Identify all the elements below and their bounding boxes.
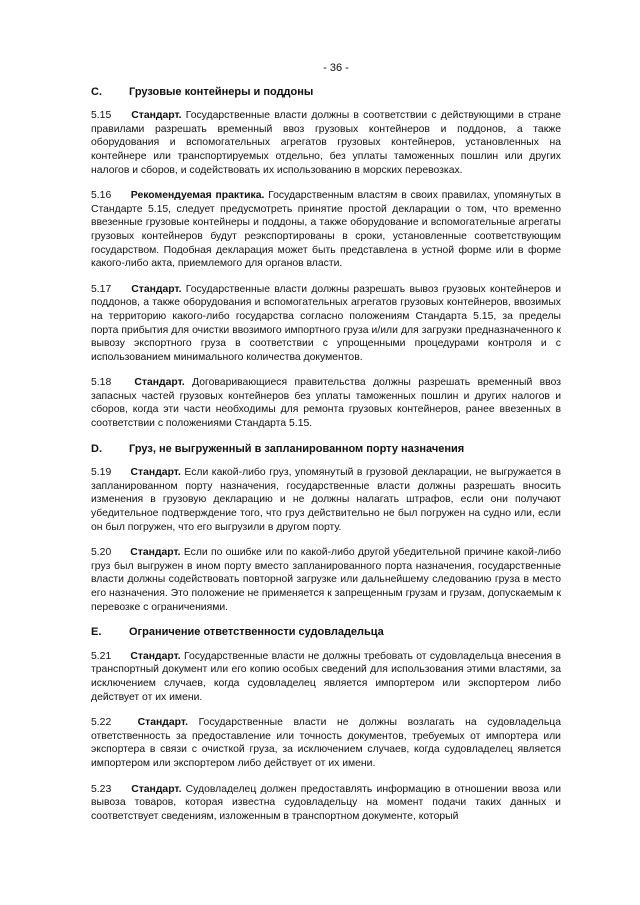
paragraph-5-18 <box>91 376 561 430</box>
paragraph-kind: Стандарт. <box>130 547 181 559</box>
paragraph-number: 5.15 <box>91 110 112 122</box>
paragraph-5-21 <box>91 650 561 704</box>
paragraph-5-19 <box>91 466 561 534</box>
paragraph-number: 5.16 <box>91 190 112 202</box>
document-page <box>91 62 561 835</box>
section-heading-d <box>91 443 561 457</box>
paragraph-text: Государственные власти не должны возлагать на судовладельца ответственность за предоставление или точность документов, требуемых от импортера или экспортера в связи с очисткой груза, за исключением случаев, когда судовладелец является импортером или экспортером либо действует от их имени. <box>91 717 562 769</box>
section-heading-e <box>91 626 561 640</box>
paragraph-number: 5.17 <box>91 283 112 295</box>
paragraph-kind: Рекомендуемая практика. <box>130 190 265 202</box>
paragraph-kind: Стандарт. <box>131 283 182 295</box>
section-title: Ограничение ответственности судовладельца <box>129 626 384 639</box>
paragraph-number: 5.23 <box>91 783 112 795</box>
paragraph-kind: Стандарт. <box>130 650 181 662</box>
paragraph-kind: Стандарт. <box>131 110 182 122</box>
paragraph-number: 5.21 <box>91 650 112 662</box>
section-letter: C. <box>91 85 102 98</box>
section-title: Грузовые контейнеры и поддоны <box>129 85 314 98</box>
paragraph-5-17 <box>91 283 561 365</box>
page-number: - 36 - <box>323 62 349 74</box>
section-letter: D. <box>91 442 102 455</box>
paragraph-number: 5.20 <box>91 547 112 559</box>
section-heading-c <box>91 86 561 100</box>
paragraph-kind: Стандарт. <box>130 467 181 479</box>
paragraph-number: 5.19 <box>91 467 112 479</box>
paragraph-text: Судовладелец должен предоставлять информацию в отношении ввоза или вывоза товаров, которая известна судовладельцу на момент подачи таких данных и соответствует сведениям, изложенным в транспортном документе, который <box>91 783 561 822</box>
paragraph-text: Если по ошибке или по какой-либо другой убедительной причине какой-либо груз был выгружен в ином порту вместо запланированного порта назначения, государственные власти должны содействовать повторной загрузке или дальнейшему следованию груза в место его назначения. Это положение не применяется к запрещенным грузам и грузам, допускаемым к перевозке с ограничениями. <box>91 547 561 613</box>
paragraph-number: 5.18 <box>91 377 112 389</box>
paragraph-text: Если какой-либо груз, упомянутый в грузовой декларации, не выгружается в запланированном порту назначения, государственные власти должны разрешать вносить изменения в грузовую декларацию и не должны налагать штрафов, если они получают убедительное подтверждение того, что груз действительно не был погружен на судно или, если он был погружен, что его выгрузили в другом порту. <box>91 467 561 533</box>
section-letter: E. <box>91 626 102 639</box>
paragraph-kind: Стандарт. <box>131 783 182 795</box>
paragraph-5-15 <box>91 109 561 177</box>
section-title: Груз, не выгруженный в запланированном порту назначения <box>129 442 465 455</box>
paragraph-5-22 <box>91 716 561 770</box>
paragraph-kind: Стандарт. <box>134 377 185 389</box>
paragraph-text: Государственные власти должны разрешать вывоз грузовых контейнеров и поддонов, а также оборудования и вспомогательных агрегатов грузовых контейнеров, ввозимых на территорию какого-либо государства согласно положениям Стандарта 5.15, за пределы порта прибытия для очистки ввозимого импортного груза и/или для загрузки предназначенного к вывозу экспортного груза в соответствии с упрощенными процедурами контроля и с использованием минимального количества документов. <box>91 283 562 363</box>
paragraph-5-16 <box>91 189 561 271</box>
paragraph-5-20 <box>91 546 561 614</box>
paragraph-text: Государственным властям в своих правилах, упомянутых в Стандарте 5.15, следует предусмотреть принятие простой декларации о том, что временно ввезенные грузовые контейнеры и поддоны, а также оборудование и вспомогательные агрегаты грузовых контейнеров будут реэкспортированы в сроки, установленные соответствующим государством. Подобная декларация может быть представлена в устной форме или в форме какого-либо акта, приемлемого для органов власти. <box>91 190 561 270</box>
paragraph-kind: Стандарт. <box>137 717 188 729</box>
paragraph-5-23 <box>91 783 561 824</box>
paragraph-text: Государственные власти не должны требовать от судовладельца внесения в транспортный документ или его копию особых сведений для использования этими властями, за исключением случаев, когда судовладелец является импортером или экспортером либо действует от их имени. <box>91 650 562 703</box>
paragraph-text: Договаривающиеся правительства должны разрешать временный ввоз запасных частей грузовых контейнеров без уплаты таможенных пошлин и других налогов и сборов, когда эти части необходимы для ремонта грузовых контейнеров, ранее ввезенных в соответствии с положениями Стандарта 5.15. <box>91 377 562 430</box>
paragraph-number: 5.22 <box>91 717 112 729</box>
paragraph-text: Государственные власти должны в соответствии с действующими в стране правилами разрешать временный ввоз грузовых контейнеров и поддонов, а также оборудования и вспомогательных агрегатов грузовых контейнеров, установленных на контейнере или транспортируемых отдельно, без уплаты таможенных пошлин или других налогов и сборов, и содействовать их использованию в морских перевозках. <box>91 110 561 176</box>
